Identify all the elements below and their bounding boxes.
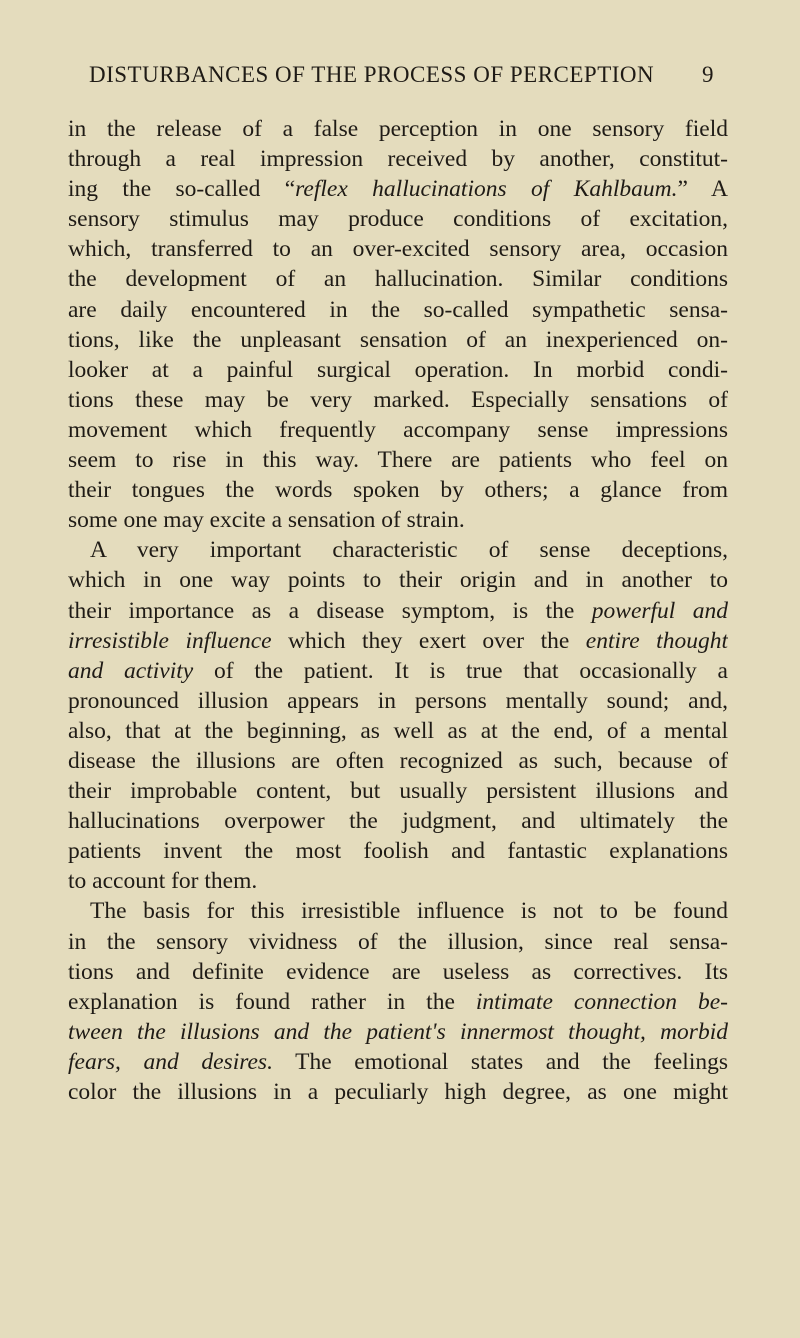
text-segment: seem to rise in this way. There are patients who feel on [68,447,728,474]
text-line [68,836,728,866]
text-line [68,626,728,656]
text-segment: which, transferred to an over-excited sensory area, occasion [68,236,728,263]
text-segment: to account for them. [68,868,258,895]
italic-text: reflex hallucinations of Kahlbaum. [295,176,678,203]
text-line [68,957,728,987]
text-line [68,385,728,415]
text-segment: sensory stimulus may produce conditions of excitation, [68,206,728,233]
text-line [68,776,728,806]
text-line [68,204,728,234]
italic-text: intimate connection be- [475,988,728,1015]
text-segment: movement which frequently accompany sense impressions [68,416,728,443]
text-segment: in the sensory vividness of the illusion, since real sensa- [68,928,728,955]
text-line [68,505,728,535]
italic-text: entire thought [585,627,728,654]
text-segment: pronounced illusion appears in persons mentally sound; and, [68,687,728,714]
text-segment: The emotional states and the feelings [272,1048,728,1075]
text-segment: disease the illusions are often recognized as such, because of [68,747,728,774]
text-line [68,896,728,926]
text-line [68,415,728,445]
text-segment: tions and definite evidence are useless as correctives. Its [68,958,728,985]
text-line [68,746,728,776]
italic-text: irresistible influence [68,627,272,654]
text-line [68,174,728,204]
text-line [68,866,728,896]
text-segment: looker at a painful surgical operation. In morbid condi- [68,356,728,383]
text-line [68,1047,728,1077]
text-line [68,927,728,957]
italic-text: fears, and desires. [68,1048,273,1075]
text-segment: their tongues the words spoken by others; a glance from [68,477,728,504]
text-line [68,596,728,626]
text-segment: color the illusions in a peculiarly high degree, as one might [68,1079,728,1105]
text-line [68,475,728,505]
page-number: 9 [702,62,714,87]
page-header [0,62,800,94]
text-line [68,355,728,385]
italic-text: and activity [68,657,194,684]
text-segment: the development of an hallucination. Similar conditions [68,266,728,293]
text-segment: ” A [677,176,728,203]
text-line [68,686,728,716]
text-segment: hallucinations overpower the judgment, and ultimately the [68,808,728,835]
text-line [68,445,728,475]
text-line [68,1017,728,1047]
text-line [68,325,728,355]
text-segment: ing the so-called “ [68,176,296,203]
text-line [68,987,728,1017]
text-line [68,114,728,144]
text-segment: are daily encountered in the so-called sympathetic sensa- [68,296,728,323]
text-line [68,535,728,565]
text-line [68,656,728,686]
text-line [68,295,728,325]
text-segment: patients invent the most foolish and fantastic explanations [68,838,728,865]
text-segment: explanation is found rather in the [68,988,476,1015]
text-line [68,716,728,746]
text-line [68,264,728,294]
text-segment: The basis for this irresistible influence is not to be found [90,898,728,925]
text-segment: tions, like the unpleasant sensation of an inexperienced on- [68,326,728,353]
text-line [68,234,728,264]
text-segment: which in one way points to their origin and in another to [68,567,728,594]
italic-text: powerful and [591,597,728,624]
text-segment: their improbable content, but usually persistent illusions and [68,778,728,805]
text-segment: which they exert over the [271,627,586,654]
italic-text: tween the illusions and the patient's innermost thought, morbid [68,1018,728,1045]
text-line [68,1077,728,1107]
text-segment: some one may excite a sensation of strain. [68,507,465,534]
text-segment: also, that at the beginning, as well as at the end, of a mental [68,717,728,744]
text-line [68,565,728,595]
text-line [68,806,728,836]
body-text [68,114,728,1107]
text-segment: of the patient. It is true that occasionally a [193,657,728,684]
text-line [68,144,728,174]
text-segment: in the release of a false perception in one sensory field [68,116,728,142]
running-title: DISTURBANCES OF THE PROCESS OF PERCEPTION [89,62,655,87]
text-segment: A very important characteristic of sense deceptions, [90,537,728,564]
text-segment: through a real impression received by another, constitut- [68,146,728,173]
text-segment: tions these may be very marked. Especially sensations of [68,386,728,413]
text-segment: their importance as a disease symptom, is the [68,597,592,624]
